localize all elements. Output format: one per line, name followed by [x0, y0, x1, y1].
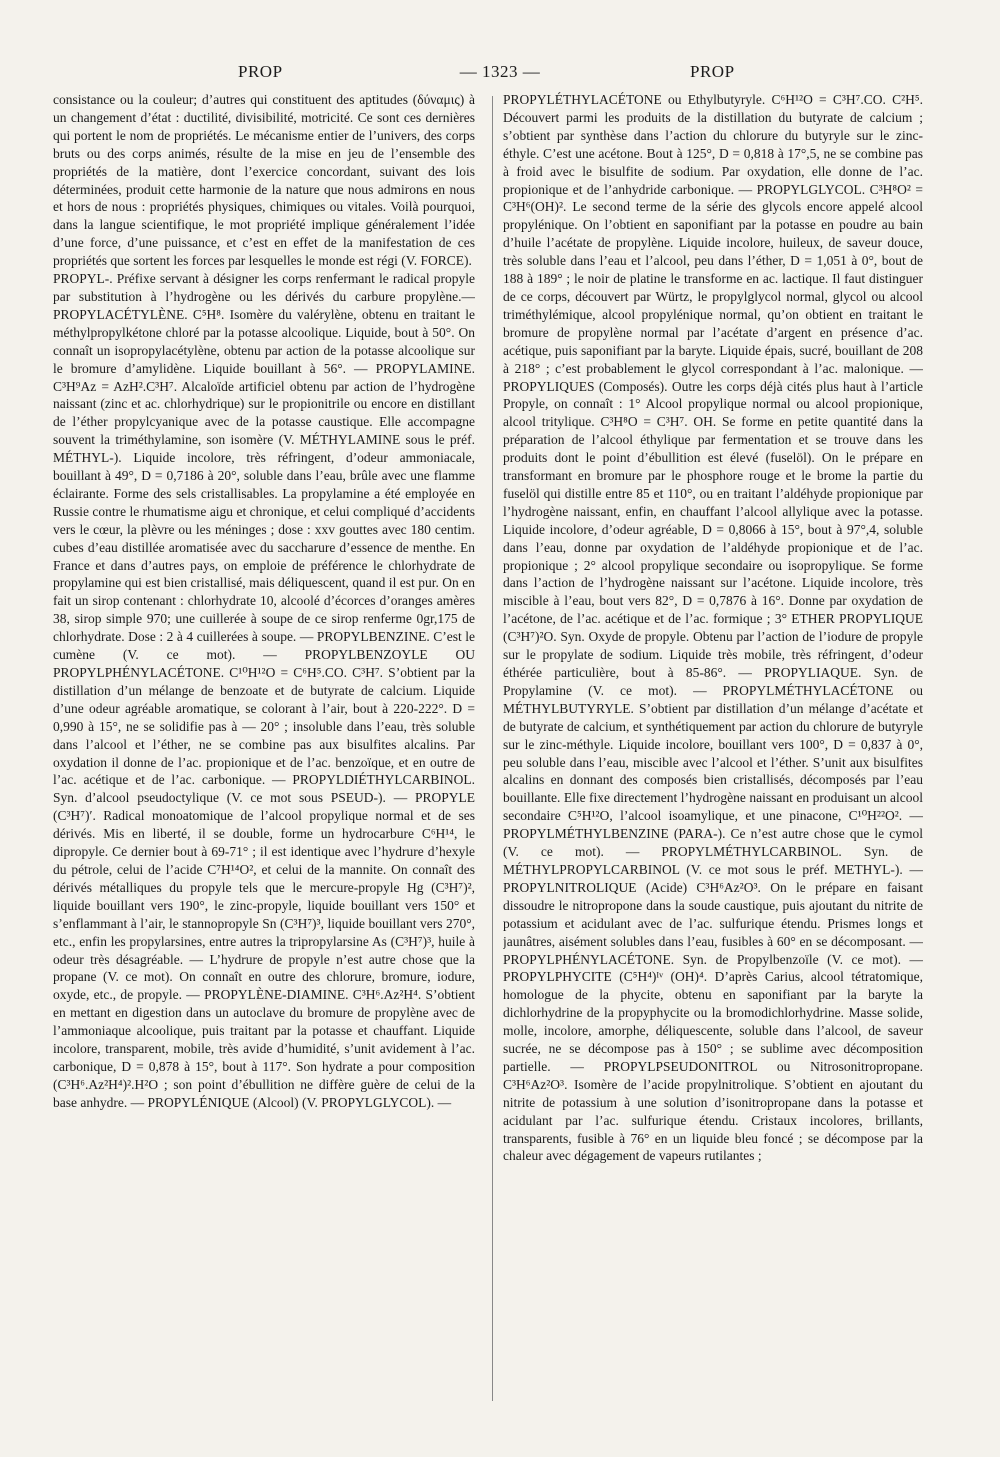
- page-header: [50, 62, 950, 88]
- column-divider: [492, 96, 493, 1401]
- page-number: — 1323 —: [459, 62, 541, 81]
- left-column: [53, 91, 475, 1416]
- left-paragraph-1: consistance ou la couleur; d’autres qui constituent des aptitudes (δύναμις) à un changement d’état : ductilité, divisibilité, motricité. Ce sont ces dernières qui portent le nom de propriétés. Le mécanisme entier de l’univers, des corps bruts ou des corps animés, résulte de la mise en jeu de l’ensemble des propriétés de la matière, dont l’exercice concordant, suivant des lois déterminées, produit cette harmonie de la nature que nous admirons en nous et hors de nous : propriétés physiques, chimiques ou vitales. Voilà pourquoi, dans la langue scientifique, le mot propriété implique généralement l’idée d’une force, d’une puissance, et c’est en effet de la manifestation de ces propriétés que sortent les forces par lesquelles le monde est régi (V. FORCE).: [53, 92, 475, 269]
- right-paragraph-1: PROPYLÉTHYLACÉTONE ou Ethylbutyryle. C⁶H¹²O = C³H⁷.CO. C²H⁵. Découvert parmi les produits de la distillation du butyrate de calcium ; s’obtient par synthèse dans l’action du chlorure du butyryle sur le zinc-éthyle. C’est une acétone. Bout à 125°, D = 0,818 à 17°,5, ne se combine pas à froid avec le bisulfite de sodium. Par oxydation, elle donne de l’ac. propionique et de l’anhydride carbonique. — PROPYLGLYCOL. C³H⁸O² = C³H⁶(OH)². Le second terme de la série des glycols encore appelé alcool propylénique. On l’obtient en saponifiant par la potasse en poudre au bain d’huile l’acétate de propylène. Liquide incolore, huileux, de saveur douce, très soluble dans l’eau et l’alcool, peu dans l’éther, D = 1,051 à 0°, bout de 188 à 189° ; le noir de platine le transforme en ac. lactique. Il faut distinguer de ce corps, découvert par Würtz, le propylglycol normal, glycol ou alcool triméthylémique, alcool propylénique normal, qu’on obtient en traitant le bromure de propylène normal par l’acétate d’argent en présence d’ac. acétique, puis saponifiant par la baryte. Liquide épais, sucré, bouillant de 208 à 218° ; c’est probablement le glycol correspondant à l’ac. malonique. — PROPYLIQUES (Composés). Outre les corps déjà cités plus haut à l’article Propyle, on connaît : 1° Alcool propylique normal ou alcool propionique, alcool tritylique. C³H⁸O = C³H⁷. OH. Se forme en petite quantité dans la préparation de l’alcool éthylique par fermentation et se trouve dans les produits dont le point d’ébullition est élevé (fuselöl). On le prépare en transformant en bromure par le phosphore rouge et le brome la partie du fuselöl qui distille entre 85 et 110°, ou en traitant l’aldéhyde propionique par l’hydrogène naissant, enfin, en chauffant l’alcool allylique avec la potasse. Liquide incolore, d’odeur agréable, D = 0,8066 à 15°, bout à 97°,4, soluble dans l’eau, donne par oxydation de l’aldéhyde propionique et de l’ac. propionique ; 2° alcool propylique secondaire ou isopropylique. Se forme dans l’action de l’hydrogène naissant sur l’acétone. Liquide incolore, très miscible à l’eau, bout vers 82°, D = 0,7876 à 16°. Donne par oxydation de l’acétone, de l’ac. acétique et de l’ac. formique ; 3° ETHER PROPYLIQUE (C³H⁷)²O. Syn. Oxyde de propyle. Obtenu par l’action de l’iodure de propyle sur le propylate de sodium. Liquide très mobile, très réfringent, d’odeur éthérée particulière, bout à 85-86°. — PROPYLIAQUE. Syn. de Propylamine (V. ce mot). — PROPYLMÉTHYLACÉTONE ou MÉTHYLBUTYRYLE. S’obtient par distillation d’un mélange d’acétate et de butyrate de calcium, et synthétiquement par action du chlorure de butyryle sur le zinc-méthyle. Liquide incolore, bouillant vers 100°, D = 0,837 à 0°, peu soluble dans l’eau, miscible avec l’alcool et l’éther. S’unit aux bisulfites alcalins en donnant des composés bien cristallisés, décomposés par l’eau bouillante. Elle fixe directement l’hydrogène naissant en produisant un alcool secondaire C⁵H¹²O, l’alcool isoamylique, et une pinacone, C¹⁰H²²O². — PROPYLMÉTHYLBENZINE (PARA-). Ce n’est autre chose que le cymol (V. ce mot). — PROPYLMÉTHYLCARBINOL. Syn. de MÉTHYLPROPYLCARBINOL (V. ce mot sous le préf. METHYL-). — PROPYLNITROLIQUE (Acide) C³H⁶Az²O³. On le prépare en faisant dissoudre le nitropropone dans la soude caustique, puis ajoutant du nitrite de potassium et acidulant avec de l’ac. sulfurique étendu. Prismes longs et jaunâtres, aisément solubles dans l’eau, fusibles à 60° en se décomposant. — PROPYLPHÉNYLACÉTONE. Syn. de Propylbenzoïle (V. ce mot). — PROPYLPHYCITE (C⁵H⁴)ᴵᵛ (OH)⁴. D’après Carius, alcool tétratomique, homologue de la phycite, obtenu en saponifiant par la baryte la dichlorhydrine de la propyphycite ou la bromodichlorhydrine. Masse solide, molle, incolore, amorphe, déliquescente, soluble dans l’alcool, de saveur sucrée, ne se décompose pas à 150° ; se sublime avec décomposition partielle. — PROPYLPSEUDONITROL ou Nitrosonitropropane. C³H⁶Az²O³. Isomère de l’acide propylnitrolique. S’obtient en ajoutant du nitrite de potassium à une solution d’isonitropropane dans la potasse et acidulant par l’ac. sulfurique étendu. Cristaux incolores, brillants, transparents, fusible à 76° en un liquide bleu foncé ; se décompose par la chaleur avec dégagement de vapeurs rutilantes ;: [503, 92, 923, 1164]
- header-right-keyword: PROP: [690, 62, 735, 81]
- header-left-keyword: PROP: [238, 62, 283, 81]
- right-column: [503, 91, 923, 1416]
- left-paragraph-2: PROPYL-. Préfixe servant à désigner les corps renfermant le radical propyle par substitution à l’hydrogène ou les dérivés du carbure propylène.— PROPYLACÉTYLÈNE. C⁵H⁸. Isomère du valérylène, obtenu en traitant le méthylpropylkétone chloré par la potasse alcoolique. Liquide, bout à 50°. On connaît un isopropylacétylène, obtenu par action de la potasse alcoolique sur le bromure d’amylidène. Liquide bouillant à 56°. — PROPYLAMINE. C³H⁹Az = AzH².C³H⁷. Alcaloïde artificiel obtenu par action de l’hydrogène naissant (zinc et ac. chlorhydrique) sur le propionitrile ou encore en distillant de l’éther propylcyanique avec de la potasse caustique. Elle accompagne souvent la triméthylamine, son isomère (V. MÉTHYLAMINE sous le préf. MÉTHYL-). Liquide incolore, très réfringent, d’odeur ammoniacale, bouillant à 49°, D = 0,7186 à 20°, soluble dans l’eau, brûle avec une flamme éclairante. Forme des sels cristallisables. La propylamine a été employée en Russie contre le rhumatisme aigu et chronique, et celui compliqué d’accidents vers le cœur, la plèvre ou les méninges ; dose : xxv gouttes avec 180 centim. cubes d’eau distillée aromatisée avec du saccharure d’essence de menthe. En France et dans d’autres pays, on emploie de préférence le chlorhydrate de propylamine qui est bien cristallisé, mais déliquescent, quand il est pur. On en fait un sirop contenant : chlorhydrate 10, alcoolé d’écorces d’oranges amères 38, sirop simple 970; une cuillerée à soupe de ce sirop renferme 0gr,175 de chlorhydrate. Dose : 2 à 4 cuillerées à soupe. — PROPYLBENZINE. C’est le cumène (V. ce mot). — PROPYLBENZOYLE OU PROPYLPHÉNYLACÉTONE. C¹⁰H¹²O = C⁶H⁵.CO. C³H⁷. S’obtient par la distillation d’un mélange de benzoate et de butyrate de calcium. Liquide d’une odeur agréable aromatique, se colorant à l’air, bout à 220-222°. D = 0,990 à 15°, ne se solidifie pas à — 20° ; insoluble dans l’eau, très soluble dans l’alcool et l’éther, ne se combine pas aux bisulfites alcalins. Par oxydation il donne de l’ac. propionique et de l’ac. benzoïque, et en outre de l’ac. acétique et de l’ac. carbonique. — PROPYLDIÉTHYLCARBINOL. Syn. d’alcool pseudoctylique (V. ce mot sous PSEUD-). — PROPYLE (C³H⁷)′. Radical monoatomique de l’alcool propylique normal et de ses dérivés. Mis en liberté, il se double, forme un hydrocarbure C⁶H¹⁴, le dipropyle. Ce dernier bout à 69-71° ; il est identique avec l’hydrure d’hexyle du pétrole, celui de l’acide C⁷H¹⁴O², et celui de la mannite. On connaît des dérivés métalliques du propyle tels que le mercure-propyle Hg (C³H⁷)², liquide bouillant vers 190°, le zinc-propyle, liquide bouillant vers 150° et s’enflammant à l’air, le stannopropyle Sn (C³H⁷)³, liquide bouillant vers 270°, etc., enfin les propylarsines, entre autres la tripropylarsine As (C³H⁷)³, huile à odeur très désagréable. — L’hydrure de propyle n’est autre chose que la propane (V. ce mot). On connaît en outre des chlorure, bromure, iodure, oxyde, etc., de propyle. — PROPYLÈNE-DIAMINE. C³H⁶.Az²H⁴. S’obtient en mettant en digestion dans un autoclave du bromure de propylène avec de l’ammoniaque alcoolique, puis traitant par la potasse et chauffant. Liquide incolore, transparent, mobile, très avide d’humidité, s’unit avidement à l’ac. carbonique, D = 0,878 à 15°, bout à 117°. Son hydrate a pour composition (C³H⁶.Az²H⁴)².H²O ; son point d’ébullition ne diffère guère de celui de la base anhydre. — PROPYLÉNIQUE (Alcool) (V. PROPYLGLYCOL). —: [53, 271, 475, 1110]
